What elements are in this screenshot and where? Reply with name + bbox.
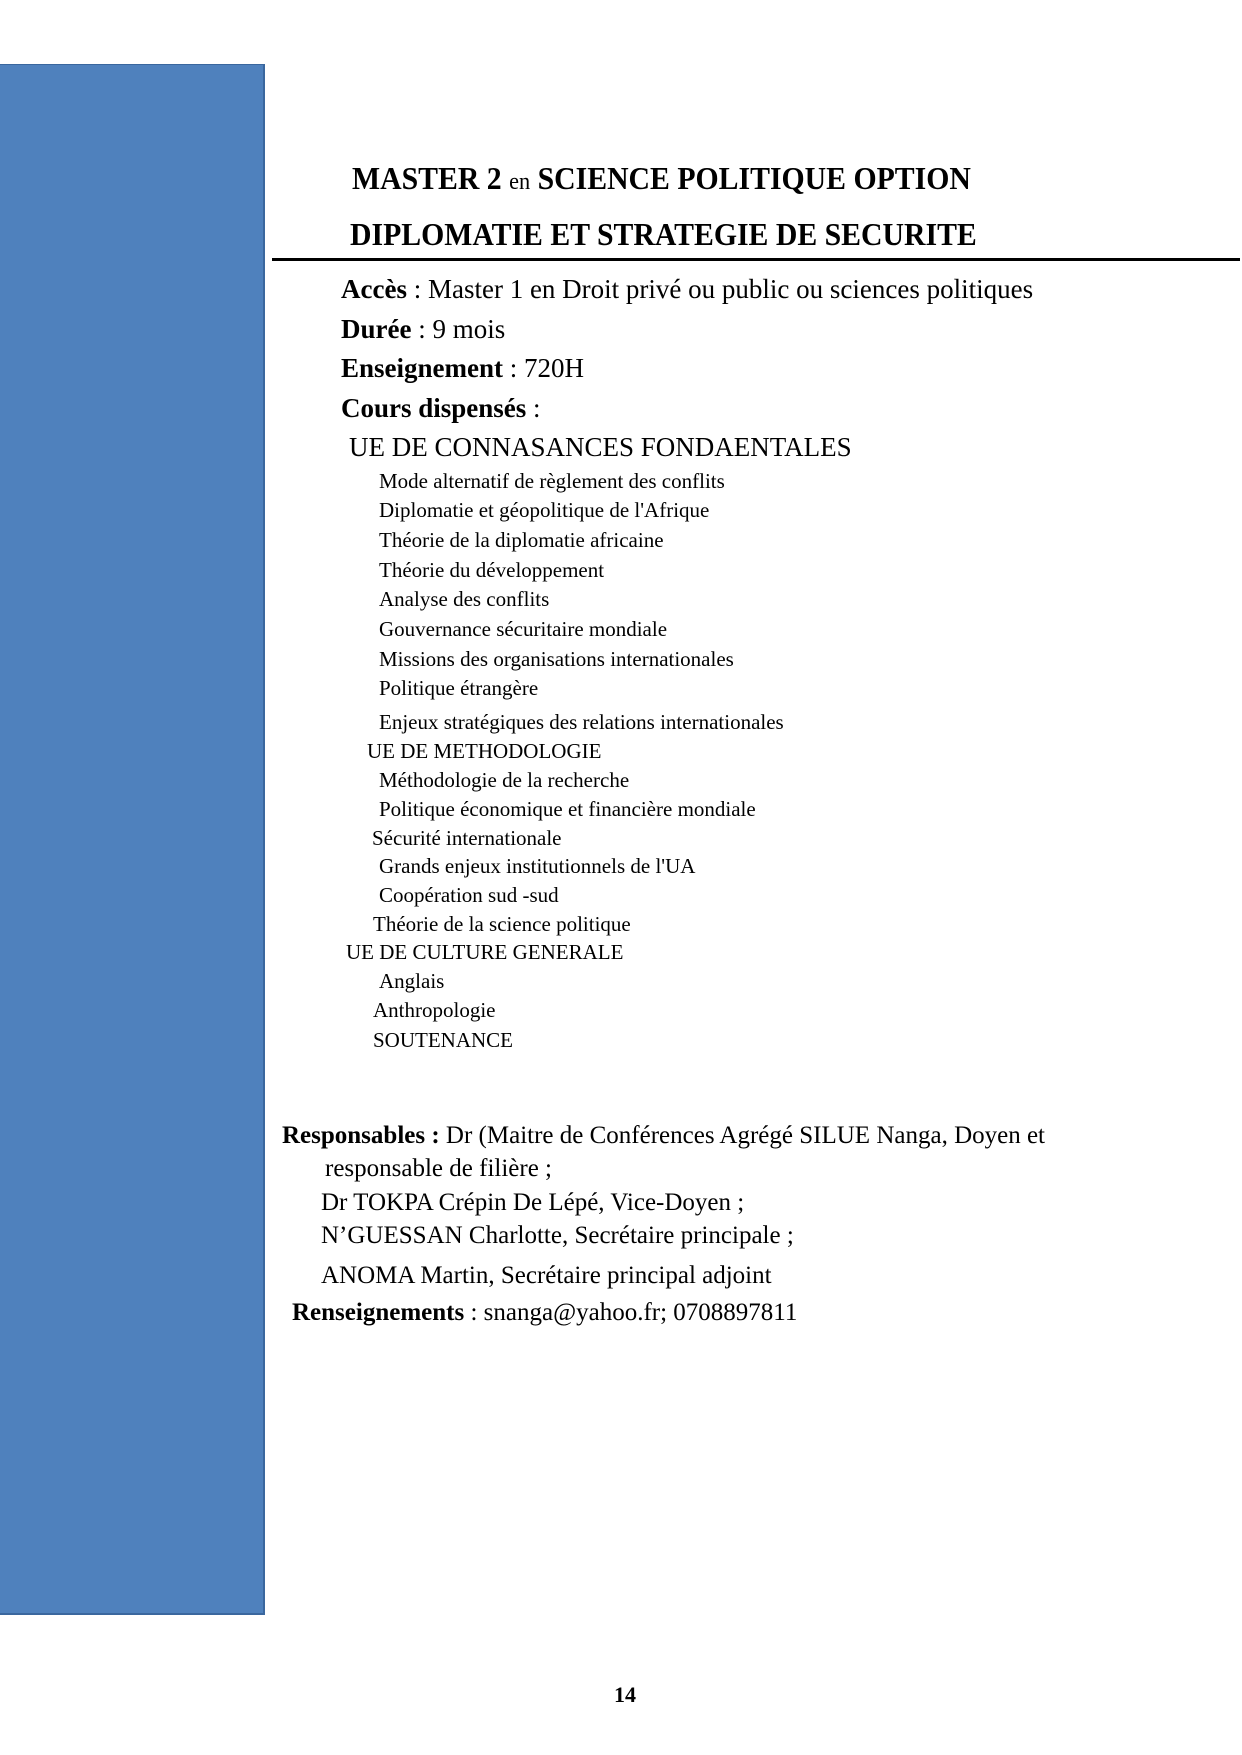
responsable-secretaire-adjoint: ANOMA Martin, Secrétaire principal adjoint: [321, 1262, 772, 1289]
course-item: Théorie du développement: [379, 558, 605, 582]
ue-fondamentales-heading: UE DE CONNASANCES FONDAENTALES: [349, 432, 852, 462]
cours-line: Cours dispensés :: [341, 393, 541, 423]
responsables-line: Responsables : Dr (Maitre de Conférences Agrégé SILUE Nanga, Doyen et: [282, 1122, 1046, 1149]
ue-culture-heading: UE DE CULTURE GENERALE: [346, 940, 624, 964]
course-item: Anglais: [379, 969, 445, 993]
course-item: Missions des organisations internationales: [379, 647, 734, 671]
course-item: Coopération sud -sud: [379, 883, 559, 907]
page-number: 14: [614, 1682, 636, 1707]
title-divider: [272, 258, 1240, 261]
blue-sidebar-band: [0, 64, 265, 1615]
course-item: Mode alternatif de règlement des conflits: [379, 469, 725, 493]
responsables-line-2: responsable de filière ;: [325, 1155, 552, 1182]
course-item: Méthodologie de la recherche: [379, 768, 630, 792]
title-line-1: MASTER 2 en SCIENCE POLITIQUE OPTION: [352, 160, 971, 196]
course-item: Analyse des conflits: [379, 587, 550, 611]
course-item: Politique économique et financière mondiale: [379, 797, 756, 821]
responsable-secretaire: N’GUESSAN Charlotte, Secrétaire principale ;: [321, 1222, 794, 1249]
course-item: Diplomatie et géopolitique de l'Afrique: [379, 498, 710, 522]
course-item: Théorie de la diplomatie africaine: [379, 528, 664, 552]
course-item: Anthropologie: [373, 998, 496, 1022]
renseignements-line: Renseignements : snanga@yahoo.fr; 0708897811: [292, 1299, 798, 1326]
ue-methodologie-heading: UE DE METHODOLOGIE: [367, 739, 602, 763]
responsable-vice-doyen: Dr TOKPA Crépin De Lépé, Vice-Doyen ;: [321, 1189, 745, 1216]
course-item: SOUTENANCE: [373, 1028, 513, 1052]
title-line-2: DIPLOMATIE ET STRATEGIE DE SECURITE: [350, 216, 977, 252]
course-item: Sécurité internationale: [372, 826, 562, 850]
course-item: Théorie de la science politique: [373, 912, 631, 936]
course-item: Politique étrangère: [379, 676, 539, 700]
duree-line: Durée : 9 mois: [341, 314, 506, 344]
enseignement-line: Enseignement : 720H: [341, 353, 584, 383]
course-item: Grands enjeux institutionnels de l'UA: [379, 854, 696, 878]
course-item: Gouvernance sécuritaire mondiale: [379, 617, 668, 641]
acces-line: Accès : Master 1 en Droit privé ou public ou sciences politiques: [341, 274, 1034, 304]
course-item: Enjeux stratégiques des relations internationales: [379, 710, 784, 734]
